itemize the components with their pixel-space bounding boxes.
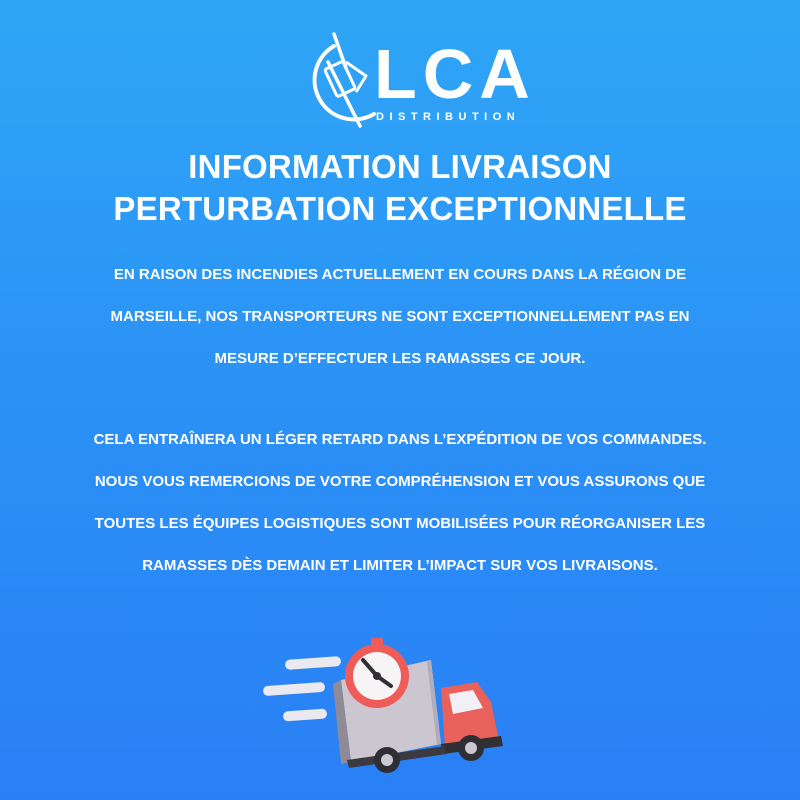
- lca-logo-icon: [290, 22, 536, 132]
- title-line-1: INFORMATION LIVRAISON: [188, 148, 612, 185]
- brand-name: LCA: [374, 35, 536, 113]
- page-title: [0, 146, 800, 230]
- paragraph-line: EN RAISON DES INCENDIES ACTUELLEMENT EN COURS DANS LA RÉGION DE: [113, 266, 687, 283]
- paragraph-line: MESURE D’EFFECTUER LES RAMASSES CE JOUR.: [214, 350, 586, 367]
- paragraph-line: CELA ENTRAÎNERA UN LÉGER RETARD DANS L’EXPÉDITION DE VOS COMMANDES.: [93, 431, 707, 448]
- delivery-truck-clock-icon: [255, 632, 515, 782]
- delivery-illustration: [255, 632, 515, 782]
- paragraph-line: MARSEILLE, NOS TRANSPORTEURS NE SONT EXCEPTIONNELLEMENT PAS EN: [110, 308, 690, 325]
- paragraph-line: RAMASSES DÈS DEMAIN ET LIMITER L’IMPACT SUR VOS LIVRAISONS.: [142, 557, 658, 574]
- paragraph-delay-notice: [20, 419, 780, 587]
- paragraph-fires-notice: [20, 254, 780, 380]
- brand-subtitle: DISTRIBUTION: [376, 111, 521, 123]
- paragraph-line: TOUTES LES ÉQUIPES LOGISTIQUES SONT MOBILISÉES POUR RÉORGANISER LES: [94, 515, 706, 532]
- title-line-2: PERTURBATION EXCEPTIONNELLE: [113, 190, 687, 227]
- brand-logo: [290, 22, 536, 132]
- paragraph-line: NOUS VOUS REMERCIONS DE VOTRE COMPRÉHENSION ET VOUS ASSURONS QUE: [94, 473, 706, 490]
